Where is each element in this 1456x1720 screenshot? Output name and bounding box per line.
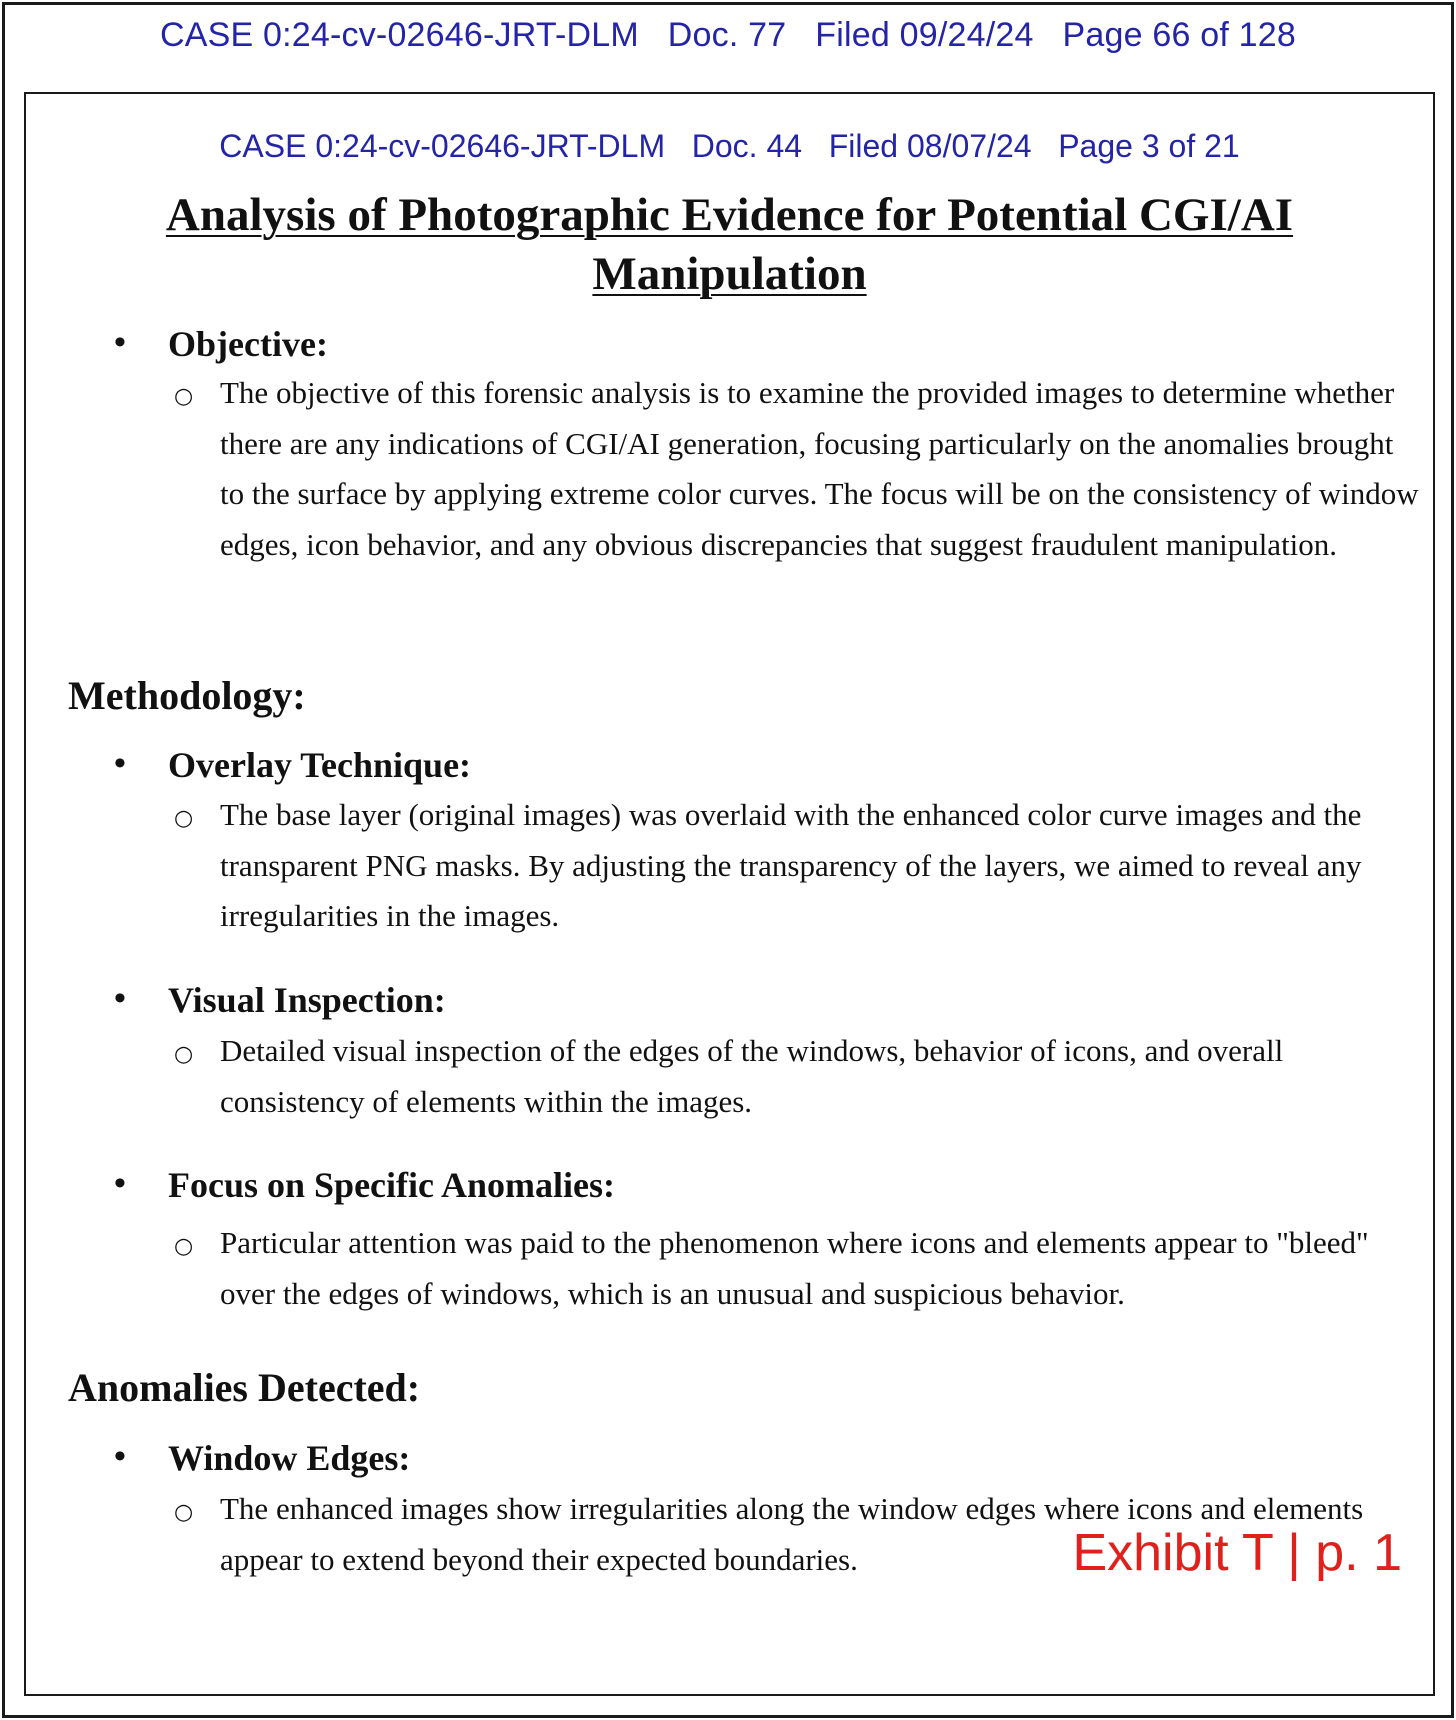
- sub-bullet-icon: ○: [174, 806, 194, 831]
- bullet-icon: •: [114, 980, 126, 1017]
- focus-anomalies-label: Focus on Specific Anomalies:: [168, 1165, 615, 1205]
- inner-case-header: CASE 0:24-cv-02646-JRT-DLM Doc. 44 Filed 08/07/24 Page 3 of 21: [219, 128, 1240, 164]
- bullet-icon: •: [114, 745, 126, 782]
- sub-bullet-icon: ○: [174, 384, 194, 409]
- overlay-technique-label: Overlay Technique:: [168, 745, 472, 785]
- sub-bullet-icon: ○: [174, 1234, 194, 1259]
- sub-bullet-icon: ○: [174, 1500, 194, 1525]
- visual-inspection-text: Detailed visual inspection of the edges of the windows, behavior of icons, and overall consistency of elements within the images.: [220, 1033, 1284, 1119]
- document-title: [26, 186, 1433, 304]
- objective-label: Objective:: [168, 324, 328, 364]
- objective-text: The objective of this forensic analysis is to examine the provided images to determine whether there are any indications of CGI/AI generation, focusing particularly on the anomalies brought to the surface by applying extreme color curves. The focus will be on the consistency of window edges, icon behavior, and any obvious discrepancies that suggest fraudulent manipulation.: [220, 375, 1419, 562]
- window-edges-label: Window Edges:: [168, 1438, 411, 1478]
- bullet-icon: •: [114, 1165, 126, 1202]
- title-line-1: Analysis of Photographic Evidence for Potential CGI/AI: [165, 189, 1294, 241]
- exhibit-label: Exhibit T | p. 1: [1072, 1524, 1402, 1582]
- focus-anomalies-text: Particular attention was paid to the phenomenon where icons and elements appear to "bleed" over the edges of windows, which is an unusual and suspicious behavior.: [220, 1225, 1369, 1311]
- anomalies-heading: Anomalies Detected:: [68, 1365, 421, 1410]
- sub-bullet-icon: ○: [174, 1042, 194, 1067]
- title-line-2: Manipulation: [592, 248, 867, 300]
- methodology-heading: Methodology:: [68, 673, 306, 718]
- overlay-technique-text: The base layer (original images) was overlaid with the enhanced color curve images and the transparent PNG masks. By adjusting the transparency of the layers, we aimed to reveal any irregularities in the images.: [220, 797, 1362, 933]
- visual-inspection-label: Visual Inspection:: [168, 980, 446, 1020]
- outer-case-header: CASE 0:24-cv-02646-JRT-DLM Doc. 77 Filed 09/24/24 Page 66 of 128: [160, 16, 1296, 54]
- window-edges-text: The enhanced images show irregularities along the window edges where icons and elements appear to extend beyond their expected boundaries.: [220, 1491, 1364, 1577]
- bullet-icon: •: [114, 1438, 126, 1475]
- bullet-icon: •: [114, 324, 126, 361]
- inner-document-frame: [24, 92, 1435, 1696]
